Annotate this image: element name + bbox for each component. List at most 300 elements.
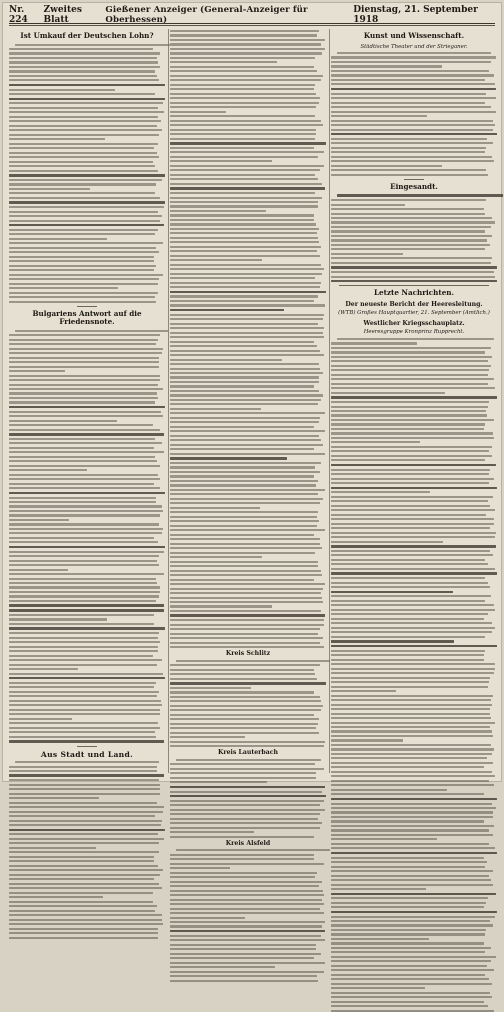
text-line: [9, 736, 156, 738]
text-line: [170, 867, 230, 869]
text-line: [331, 730, 492, 732]
text-line: [170, 183, 322, 185]
text-line: [9, 614, 154, 616]
text-line: [9, 718, 72, 720]
text-line: [331, 582, 488, 584]
text-line: [170, 772, 316, 774]
text-line: [9, 937, 158, 939]
text-line: [331, 217, 492, 219]
text-line: [331, 156, 492, 158]
text-line: [331, 469, 490, 471]
text-line: [170, 57, 315, 59]
text-line: [331, 960, 491, 962]
text-line: [170, 696, 320, 698]
text-line: [9, 287, 118, 289]
text-line: [331, 852, 497, 854]
text-line: [9, 420, 117, 422]
text-line: [170, 691, 314, 693]
text-line: [170, 543, 320, 545]
text-line: [9, 424, 153, 426]
text-line: [170, 255, 320, 257]
text-line: [9, 555, 159, 557]
text-line: [331, 174, 488, 176]
text-line: [9, 343, 156, 345]
text-line: [331, 65, 442, 67]
text-line: [170, 642, 320, 644]
text-line: [331, 93, 486, 95]
text-line: [9, 686, 154, 688]
text-line: [170, 102, 319, 104]
text-line: [9, 111, 164, 113]
text-line: [331, 473, 489, 475]
text-line: [170, 669, 314, 671]
text-line: [331, 789, 447, 791]
text-line: [331, 695, 493, 697]
text-line: [9, 366, 159, 368]
divider: [404, 179, 424, 180]
text-line: [170, 120, 321, 122]
text-line: [331, 825, 494, 827]
text-line: [9, 206, 164, 208]
text-line: [170, 286, 320, 288]
text-line: [331, 969, 494, 971]
text-line: [170, 124, 323, 126]
text-line: [331, 437, 494, 439]
text-line: [9, 802, 157, 804]
column-2: [170, 29, 326, 847]
text-line: [9, 125, 157, 127]
text-line: [9, 116, 158, 118]
text-line: [9, 57, 157, 59]
masthead-rule: [9, 23, 495, 24]
text-line: [331, 916, 495, 918]
text-line: [331, 500, 488, 502]
text-line: [170, 939, 325, 941]
text-line: [9, 487, 160, 489]
article-body: [170, 759, 326, 838]
text-line: [331, 147, 486, 149]
text-line: [331, 816, 493, 818]
text-line: [176, 660, 330, 662]
text-line: [331, 523, 494, 525]
text-line: [331, 169, 486, 171]
text-line: [331, 406, 488, 408]
section-headline: Kreis Schlitz: [225, 650, 271, 658]
text-line: [170, 592, 321, 594]
text-line: [170, 745, 324, 747]
text-line: [9, 188, 90, 190]
text-line: [9, 197, 160, 199]
text-line: [9, 415, 163, 417]
text-line: [170, 160, 272, 162]
text-line: [170, 709, 321, 711]
text-line: [331, 622, 492, 624]
text-line: [331, 1005, 488, 1007]
text-line: [331, 631, 492, 633]
text-line: [170, 214, 314, 216]
text-line: [9, 483, 154, 485]
text-line: [331, 266, 497, 268]
text-line: [170, 628, 320, 630]
column-divider: [168, 29, 169, 773]
text-line: [9, 406, 165, 408]
text-line: [9, 375, 160, 377]
text-line: [9, 883, 159, 885]
text-line: [9, 569, 68, 571]
text-line: [331, 459, 485, 461]
text-line: [9, 129, 162, 131]
text-line: [170, 412, 325, 414]
text-line: [9, 856, 154, 858]
text-line: [9, 48, 153, 50]
text-line: [331, 929, 486, 931]
text-line: [9, 713, 160, 715]
text-line: [331, 518, 494, 520]
text-line: [9, 779, 159, 781]
column-3: [331, 29, 497, 773]
text-line: [170, 885, 319, 887]
text-line: [9, 869, 163, 871]
text-line: [9, 788, 160, 790]
text-line: [170, 223, 316, 225]
text-line: [331, 857, 484, 859]
text-line: [9, 247, 156, 249]
text-line: [170, 818, 318, 820]
text-line: [170, 854, 314, 856]
text-line: [9, 910, 155, 912]
text-line: [331, 138, 487, 140]
text-line: [170, 345, 317, 347]
text-line: [170, 646, 324, 648]
text-line: [9, 691, 159, 693]
text-line: [170, 480, 318, 482]
text-line: [170, 610, 321, 612]
text-line: [170, 241, 319, 243]
text-line: [170, 881, 322, 883]
text-line: [9, 334, 160, 336]
text-line: [331, 541, 443, 543]
text-line: [170, 809, 325, 811]
text-line: [170, 971, 324, 973]
text-line: [9, 84, 165, 86]
text-line: [170, 718, 319, 720]
text-line: [9, 89, 115, 91]
text-line: [9, 731, 155, 733]
text-line: [170, 944, 316, 946]
text-line: [331, 640, 454, 642]
text-line: [331, 942, 484, 944]
text-line: [170, 980, 318, 982]
text-line: [9, 251, 159, 253]
text-line: [170, 381, 319, 383]
text-line: [331, 911, 497, 913]
text-line: [170, 61, 277, 63]
text-line: [331, 491, 430, 493]
text-line: [170, 210, 266, 212]
text-line: [9, 609, 164, 611]
text-line: [170, 390, 319, 392]
text-line: [9, 641, 160, 643]
text-line: [331, 554, 493, 556]
text-line: [170, 768, 324, 770]
text-line: [331, 257, 492, 259]
text-line: [170, 453, 325, 455]
text-line: [170, 511, 318, 513]
text-line: [170, 795, 326, 797]
text-line: [9, 682, 156, 684]
text-line: [9, 919, 162, 921]
text-line: [331, 645, 497, 647]
text-line: [9, 860, 154, 862]
text-line: [9, 392, 157, 394]
text-line: [331, 708, 490, 710]
text-line: [170, 309, 284, 311]
text-line: [331, 757, 487, 759]
text-line: [331, 271, 494, 273]
text-line: [170, 399, 321, 401]
text-line: [331, 239, 487, 241]
text-line: [331, 938, 429, 940]
text-line: [170, 614, 325, 616]
text-line: [331, 115, 427, 117]
text-line: [9, 523, 159, 525]
section-headline: Letzte Nachrichten.: [374, 288, 454, 298]
text-line: [331, 906, 484, 908]
text-line: [170, 637, 323, 639]
text-line: [331, 213, 485, 215]
text-line: [170, 574, 322, 576]
text-line: [9, 887, 162, 889]
text-line: [331, 843, 489, 845]
text-line: [170, 813, 320, 815]
text-line: [9, 532, 162, 534]
text-line: [170, 583, 325, 585]
text-line: [170, 673, 315, 675]
text-line: [331, 505, 490, 507]
text-line: [331, 803, 492, 805]
text-line: [170, 133, 316, 135]
text-line: [331, 514, 486, 516]
text-line: [170, 444, 323, 446]
article-body: [170, 30, 326, 648]
text-line: [331, 699, 491, 701]
text-line: [170, 79, 321, 81]
text-line: [9, 704, 162, 706]
text-line: [170, 439, 321, 441]
text-line: [9, 578, 156, 580]
section-headline: Kreis Alsfeld: [225, 839, 271, 847]
text-line: [170, 66, 314, 68]
text-line: [9, 537, 154, 539]
text-line: [170, 417, 320, 419]
text-line: [170, 237, 318, 239]
text-line: [170, 277, 315, 279]
text-line: [170, 876, 315, 878]
text-line: [170, 70, 317, 72]
text-line: [331, 884, 493, 886]
column-1: [9, 29, 165, 773]
text-line: [9, 623, 154, 625]
text-line: [170, 966, 275, 968]
text-line: [9, 401, 155, 403]
text-line: [331, 627, 495, 629]
text-line: [331, 342, 417, 344]
text-line: [170, 605, 272, 607]
text-line: [331, 455, 492, 457]
text-line: [170, 138, 315, 140]
text-line: [331, 762, 493, 764]
text-line: [170, 435, 319, 437]
text-line: [331, 672, 494, 674]
text-line: [170, 250, 317, 252]
text-line: [170, 359, 282, 361]
masthead: [9, 5, 495, 25]
issue-number: Nr. 224: [9, 5, 28, 25]
text-line: [331, 165, 442, 167]
text-line: [331, 820, 484, 822]
text-line: [9, 339, 158, 341]
text-line: [170, 917, 245, 919]
text-line: [9, 361, 159, 363]
text-line: [331, 106, 491, 108]
text-line: [331, 704, 492, 706]
text-line: [170, 538, 320, 540]
text-line: [170, 777, 316, 779]
text-line: [9, 604, 164, 606]
text-line: [170, 111, 226, 113]
text-line: [170, 732, 319, 734]
text-line: [170, 736, 245, 738]
text-line: [170, 341, 314, 343]
article-subhead: Heeresgruppe Kronprinz Rupprecht.: [363, 329, 465, 336]
text-line: [176, 849, 330, 851]
section-headline: Kreis Lauterbach: [217, 749, 279, 757]
text-line: [9, 655, 153, 657]
text-line: [170, 147, 314, 149]
text-line: [331, 978, 489, 980]
text-line: [331, 888, 426, 890]
text-line: [170, 291, 326, 293]
text-line: [170, 219, 314, 221]
text-line: [331, 428, 484, 430]
text-line: [9, 478, 160, 480]
text-line: [9, 914, 162, 916]
text-line: [9, 215, 162, 217]
text-line: [170, 39, 325, 41]
text-line: [9, 379, 160, 381]
text-line: [9, 66, 160, 68]
text-line: [9, 627, 165, 629]
text-line: [331, 686, 488, 688]
columns: [9, 29, 495, 847]
text-line: [331, 713, 490, 715]
article-body: [331, 52, 497, 176]
text-line: [9, 833, 158, 835]
text-line: [9, 784, 160, 786]
text-line: [9, 388, 163, 390]
text-line: [170, 570, 321, 572]
section-headline: Eingesandt.: [390, 181, 438, 191]
text-line: [331, 563, 488, 565]
text-line: [170, 525, 317, 527]
text-line: [9, 296, 155, 298]
text-line: [170, 30, 319, 32]
text-line: [331, 248, 485, 250]
text-line: [170, 727, 316, 729]
text-line: [331, 992, 490, 994]
text-line: [170, 781, 267, 783]
text-line: [331, 766, 484, 768]
text-line: [9, 433, 164, 435]
text-line: [9, 573, 164, 575]
text-line: [331, 690, 396, 692]
text-line: [9, 384, 158, 386]
text-line: [9, 447, 154, 449]
text-line: [331, 924, 493, 926]
text-line: [331, 244, 490, 246]
text-line: [9, 224, 164, 226]
text-line: [331, 722, 495, 724]
text-line: [331, 613, 488, 615]
newspaper-title: Gießener Anzeiger (General-Anzeiger für Oberhessen): [105, 5, 308, 25]
text-line: [170, 741, 325, 743]
text-line: [331, 441, 420, 443]
text-line: [331, 753, 492, 755]
text-line: [331, 870, 493, 872]
text-line: [170, 34, 317, 36]
text-line: [331, 378, 494, 380]
text-line: [170, 327, 324, 329]
text-line: [331, 829, 489, 831]
divider: [77, 306, 97, 307]
text-line: [9, 274, 163, 276]
text-line: [331, 482, 489, 484]
article-headline: Westlicher Kriegsschauplatz.: [363, 319, 465, 327]
text-line: [170, 714, 314, 716]
text-line: [170, 498, 323, 500]
text-line: [331, 677, 490, 679]
text-line: [331, 861, 487, 863]
article-headline: Ist Umkauf der Deutschen Lohn?: [20, 31, 154, 40]
text-line: [170, 800, 324, 802]
text-line: [9, 501, 156, 503]
text-line: [331, 811, 493, 813]
text-line: [331, 356, 492, 358]
article-body: [331, 194, 497, 282]
text-line: [9, 93, 155, 95]
text-line: [9, 541, 158, 543]
text-line: [170, 300, 314, 302]
text-line: [331, 920, 490, 922]
text-line: [331, 414, 487, 416]
text-line: [9, 192, 155, 194]
text-line: [15, 761, 159, 763]
article-headline: Der neueste Bericht der Heeresleitung.: [345, 300, 483, 308]
text-line: [170, 507, 260, 509]
text-line: [170, 516, 317, 518]
text-line: [170, 205, 318, 207]
text-line: [170, 97, 320, 99]
text-line: [331, 423, 485, 425]
text-line: [331, 383, 488, 385]
text-line: [9, 170, 158, 172]
text-line: [9, 120, 161, 122]
text-line: [9, 847, 96, 849]
text-line: [170, 466, 315, 468]
text-line: [170, 178, 318, 180]
text-line: [170, 565, 318, 567]
text-line: [331, 668, 495, 670]
